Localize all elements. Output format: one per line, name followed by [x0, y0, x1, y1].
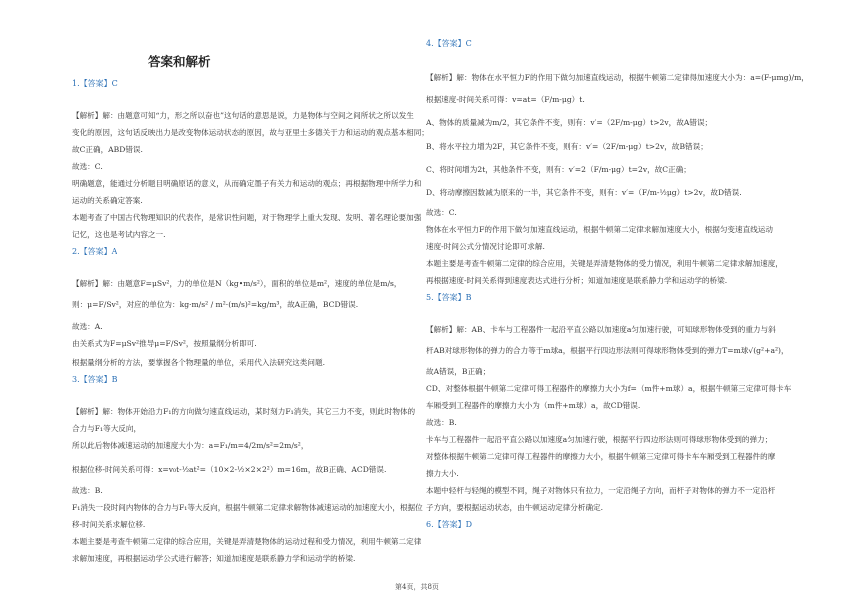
text-line: 本题考查了中国古代物理知识的代表作，是常识性问题，对于物理学上重大发现、发明、著名理论要加强 [72, 213, 422, 222]
text-line: 卡车与工程器件一起沿平直公路以加速度a匀加速行驶，根据平行四边形法则可得球形物体受到的弹力； [426, 435, 773, 444]
text-line: 故选：B. [426, 418, 457, 427]
text-line: A、物体的质量减为m/2，其它条件不变，则有：v′=（2F/m-μg）t>2v，故A错误； [426, 118, 713, 127]
text-line: 求解加速度，再根据运动学公式进行解答；知道加速度是联系静力学和运动学的桥梁. [72, 554, 356, 563]
text-line: 根据位移-时间关系可得：x=v₀t-½at²=（10×2-½×2×2²）m=16m，故B正确、ACD错误. [72, 465, 387, 474]
text-line: 故选：C. [426, 208, 457, 217]
text-line: F₁消失一段时间内物体的合力与F₁等大反向，根据牛顿第二定律求解物体减速运动的加速度大小，根据位 [72, 503, 423, 512]
answer-heading: 3.【答案】B [72, 375, 118, 384]
text-line: 再根据速度-时间关系得到速度表达式进行分析；知道加速度是联系静力学和运动学的桥梁. [426, 276, 728, 285]
text-line: 则：μ=F/Sv²，对应的单位为：kg·m/s² / m²·(m/s)²=kg/m³，故A正确，BCD错误. [72, 300, 359, 309]
text-line: 【解析】解：物体在水平恒力F的作用下做匀加速直线运动，根据牛顿第二定律得加速度大小为：a=(F-μmg)/m， [426, 73, 809, 82]
answer-heading: 2.【答案】A [72, 247, 118, 256]
text-line: 车厢受到工程器件的摩擦力大小为（m件+m球）a，故CD错误. [426, 401, 641, 410]
text-line: 由关系式为F=μSv²推导μ=F/Sv²，按照量纲分析即可. [72, 339, 257, 348]
text-line: 所以此后物体减速运动的加速度大小为：a=F₁/m=4/2m/s²=2m/s²， [72, 441, 309, 450]
text-line: 故选：A. [72, 322, 103, 331]
text-line: B、将水平拉力增为2F，其它条件不变，则有：v′=（2F/m-μg）t>2v，故B错误； [426, 142, 708, 151]
text-line: 擦力大小. [426, 469, 459, 478]
page-footer: 第4页，共8页 [395, 583, 439, 591]
text-line: D、将动摩擦因数减为原来的一半，其它条件不变，则有：v′=（F/m-½μg）t>2v，故D错误. [426, 188, 742, 197]
text-line: 【解析】解：物体开始沿力F₁的方向做匀速直线运动，某时刻力F₁消失，其它三力不变，则此时物体的 [72, 407, 416, 416]
text-line: 根据速度-时间关系可得：v=at=（F/m-μg）t. [426, 95, 585, 104]
answer-heading: 5.【答案】B [426, 293, 472, 302]
text-line: 本题主要是考查牛顿第二定律的综合应用，关键是弄清楚物体的受力情况，利用牛顿第二定律求解加速度， [426, 259, 783, 268]
text-line: 【解析】解：由题意F=μSv²，力的单位是N（kg•m/s²），面积的单位是m²，速度的单位是m/s， [72, 279, 402, 288]
text-line: 根据量纲分析的方法，要掌握各个物理量的单位，采用代入法研究这类问题. [72, 358, 326, 367]
text-line: 故选：B. [72, 486, 103, 495]
text-line: 记忆，这也是考试内容之一. [72, 230, 166, 239]
text-line: 运动的关系确定答案. [72, 196, 143, 205]
answer-heading: 6.【答案】D [426, 520, 473, 529]
text-line: 对整体根据牛顿第二定律可得工程器件的摩擦力大小，根据牛顿第三定律可得卡车车厢受到工程器件的摩 [426, 452, 776, 461]
text-line: C、将时间增为2t，其他条件不变，则有：v′=2（F/m-μg）t=2v，故C正确； [426, 165, 691, 174]
text-line: 物体在水平恒力F的作用下做匀加速直线运动，根据牛顿第二定律求解加速度大小，根据匀变速直线运动 [426, 225, 773, 234]
text-line: 速度-时间公式分情况讨论即可求解. [426, 242, 545, 251]
text-line: 合力与F₁等大反向， [72, 424, 142, 433]
answer-heading: 1.【答案】C [72, 79, 118, 88]
text-line: 【解析】解：AB、卡车与工程器件一起沿平直公路以加速度a匀加速行驶，可知球形物体受到的重力与斜 [426, 325, 776, 334]
page-title: 答案和解析 [148, 54, 211, 69]
text-line: 故A错误，B正确； [426, 367, 491, 376]
text-line: 杆AB对球形物体的弹力的合力等于m球a，根据平行四边形法则可得球形物体受到的弹力T=m球√(g²+a²)， [426, 346, 789, 355]
text-line: 本题中轻杆与轻绳的模型不同，绳子对物体只有拉力，一定沿绳子方向，而杆子对物体的弹力不一定沿杆 [426, 486, 776, 495]
text-line: 移-时间关系求解位移. [72, 520, 146, 529]
text-line: CD、对整体根据牛顿第二定律可得工程器件的摩擦力大小为f=（m件+m球）a，根据牛顿第三定律可得卡车 [426, 384, 792, 393]
text-line: 明确题意，能通过分析题目明确原话的意义，从而确定墨子有关力和运动的观点；再根据物理中所学力和 [72, 179, 422, 188]
text-line: 故选：C. [72, 162, 103, 171]
text-line: 本题主要是考查牛顿第二定律的综合应用，关键是弄清楚物体的运动过程和受力情况，利用牛顿第二定律 [72, 537, 422, 546]
text-line: 【解析】解：由题意可知“力，形之所以奋也”这句话的意思是说，力是物体与空间之间所状之所以发生 [72, 111, 414, 120]
text-line: 故C正确，ABD错误. [72, 145, 143, 154]
answer-heading: 4.【答案】C [426, 39, 472, 48]
text-line: 变化的原因，这句话反映出力是改变物体运动状态的原因，故与亚里士多德关于力和运动的观点基本相同； [72, 128, 429, 137]
text-line: 子方向，要根据运动状态，由牛顿运动定律分析确定. [426, 503, 604, 512]
